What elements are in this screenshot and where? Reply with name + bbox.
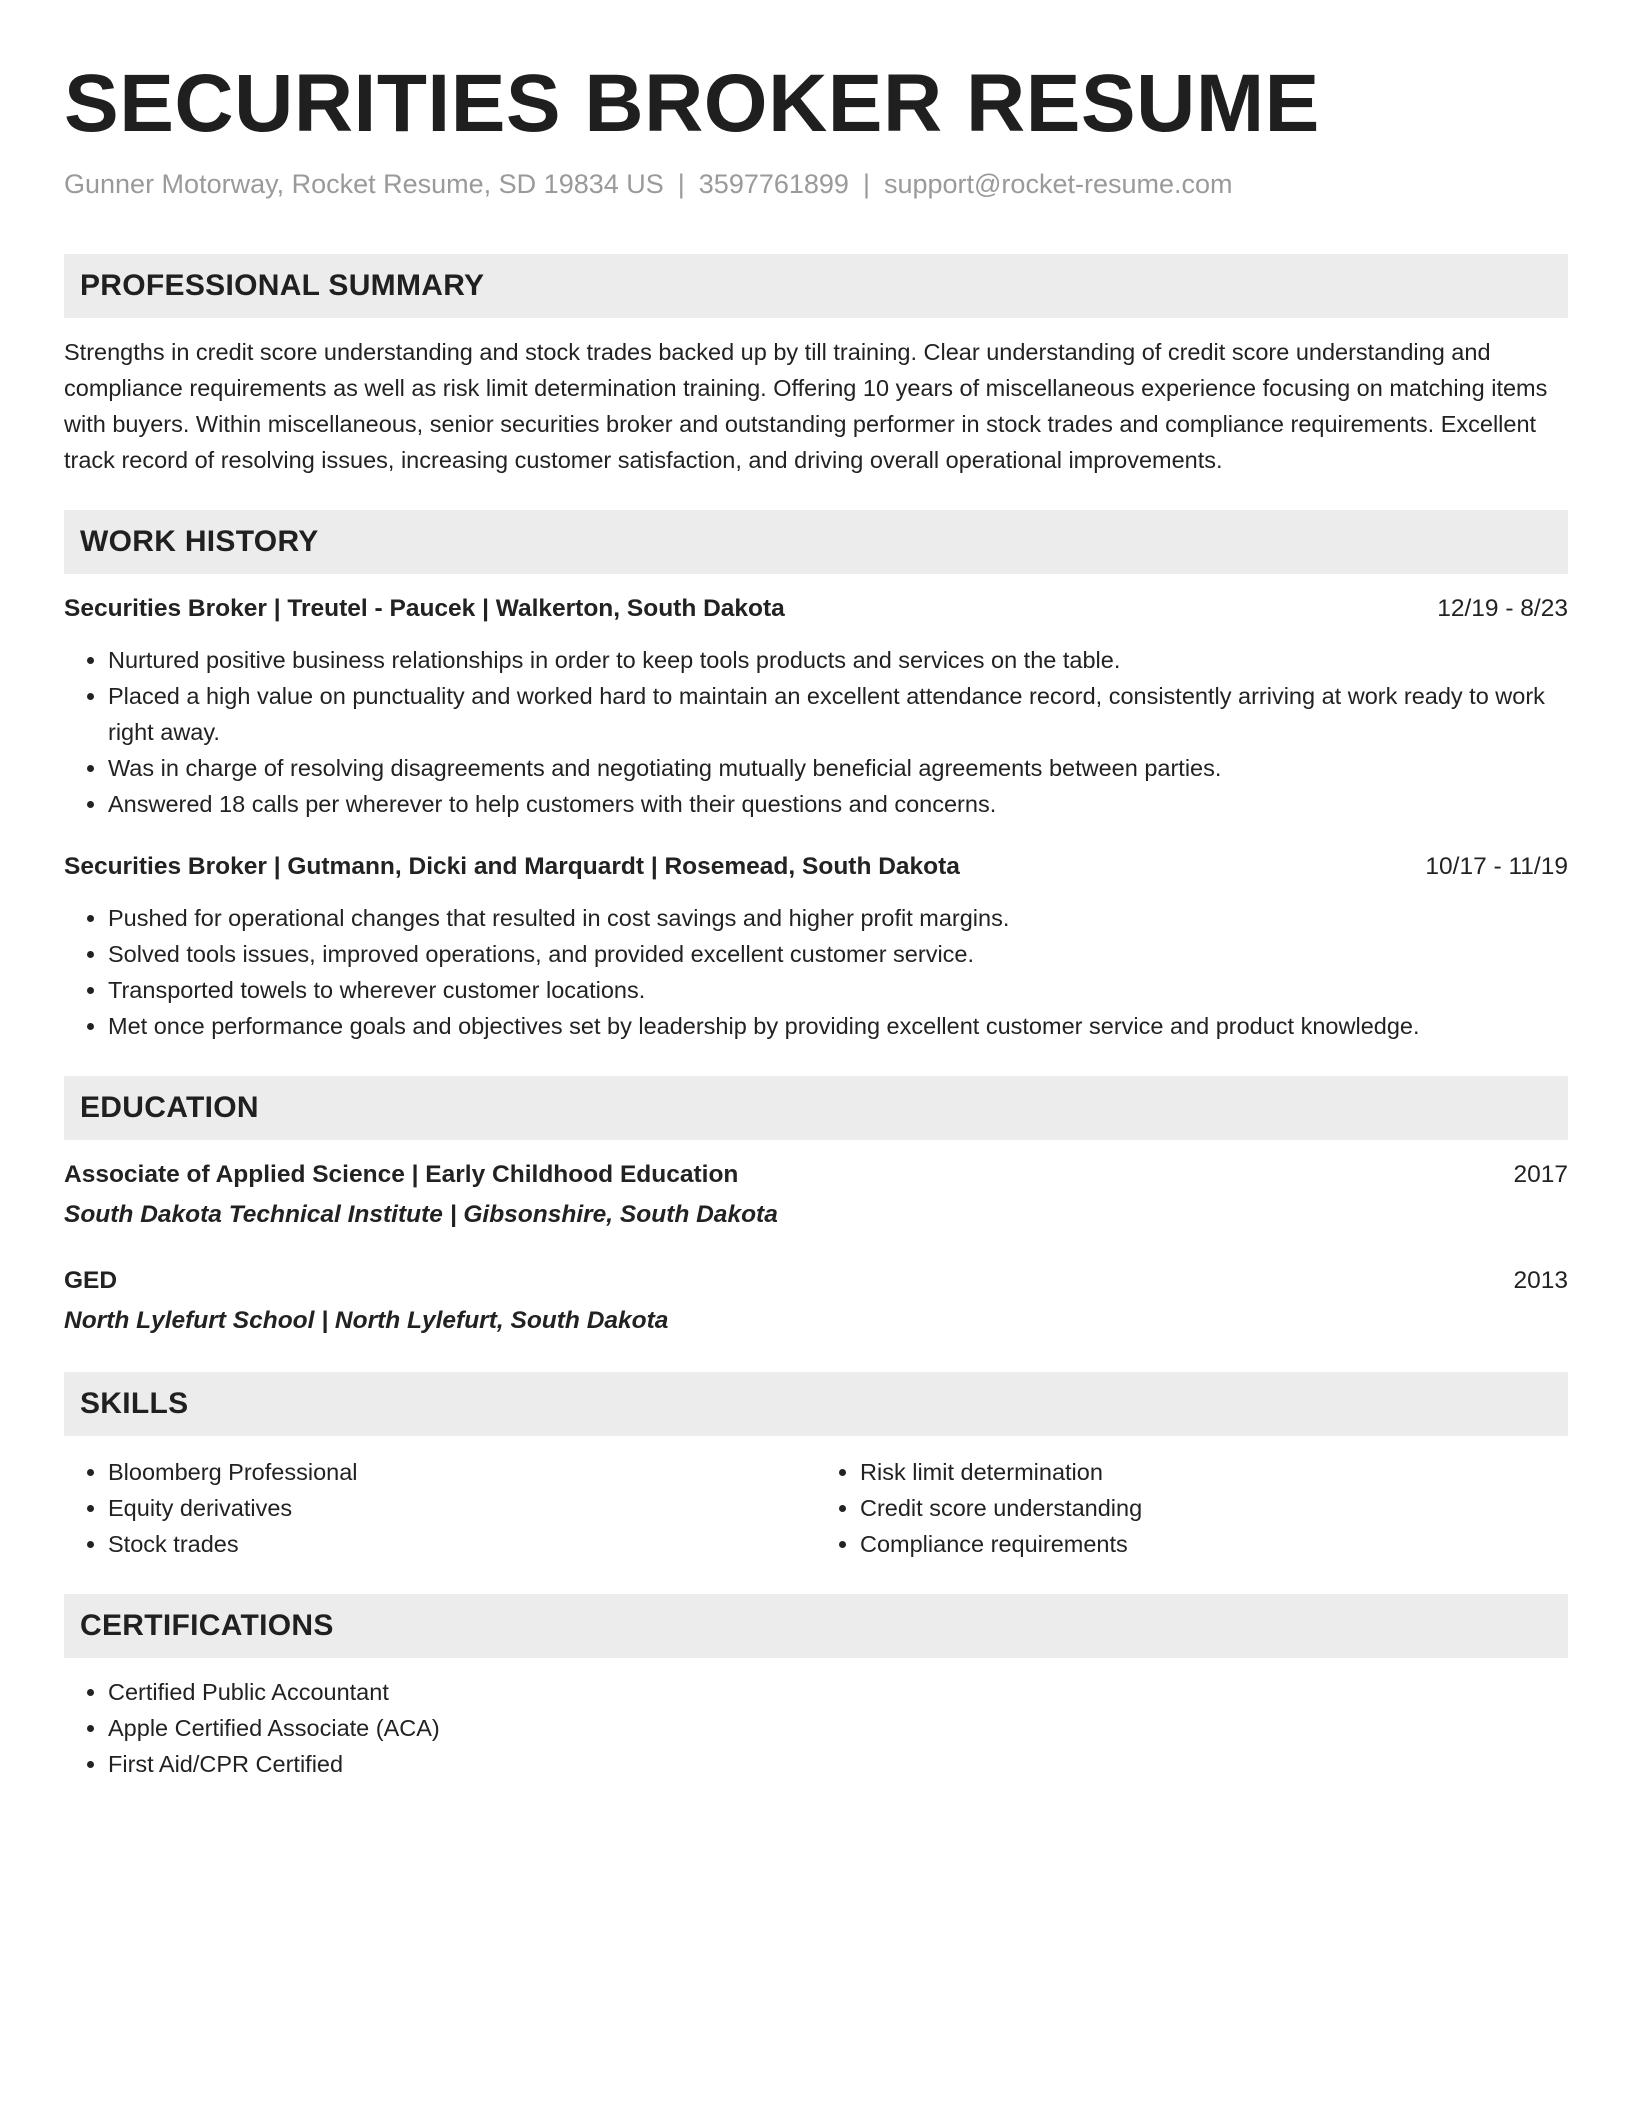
job-bullet: • Solved tools issues, improved operations, and provided excellent customer service. <box>108 936 1568 972</box>
job-entry <box>64 850 1568 1044</box>
job-title: Securities Broker | Gutmann, Dicki and Marquardt | Rosemead, South Dakota <box>64 853 960 880</box>
job-entry <box>64 592 1568 822</box>
skill-item: • Compliance requirements <box>860 1526 1568 1562</box>
certifications-list <box>64 1674 1568 1782</box>
education-degree: Associate of Applied Science | Early Childhood Education <box>64 1161 739 1188</box>
job-bullets <box>64 900 1568 1044</box>
education-year: 2013 <box>1513 1267 1568 1294</box>
education-entry <box>64 1264 1568 1338</box>
education-header <box>64 1158 1568 1192</box>
job-title: Securities Broker | Treutel - Paucek | Walkerton, South Dakota <box>64 595 785 622</box>
job-bullet: • Was in charge of resolving disagreements and negotiating mutually beneficial agreements between parties. <box>108 750 1568 786</box>
skills-grid <box>64 1454 1568 1562</box>
skills-column-left <box>64 1454 816 1562</box>
certification-item: • First Aid/CPR Certified <box>108 1746 1568 1782</box>
education-entry <box>64 1158 1568 1232</box>
section-heading-education: EDUCATION <box>64 1076 1568 1140</box>
section-heading-skills: SKILLS <box>64 1372 1568 1436</box>
skill-item: • Equity derivatives <box>108 1490 816 1526</box>
skill-item: • Bloomberg Professional <box>108 1454 816 1490</box>
contact-phone: 3597761899 <box>698 169 849 199</box>
contact-line <box>64 166 1568 202</box>
job-bullet: • Placed a high value on punctuality and worked hard to maintain an excellent attendance record, consistently arriving at work ready to work right away. <box>108 678 1568 750</box>
summary-text: Strengths in credit score understanding and stock trades backed up by till training. Clear understanding of credit score understanding and compliance requirements as well as risk limit determination training. Offering 10 years of miscellaneous experience focusing on matching items with buyers. Within miscellaneous, senior securities broker and outstanding performer in stock trades and compliance requirements. Excellent track record of resolving issues, increasing customer satisfaction, and driving overall operational improvements. <box>64 339 1548 473</box>
section-heading-certifications: CERTIFICATIONS <box>64 1594 1568 1658</box>
job-dates: 10/17 - 11/19 <box>1425 853 1568 880</box>
job-bullet: • Met once performance goals and objectives set by leadership by providing excellent customer service and product knowledge. <box>108 1008 1568 1044</box>
job-header <box>64 850 1568 884</box>
education-degree: GED <box>64 1267 118 1294</box>
job-bullet: • Answered 18 calls per wherever to help customers with their questions and concerns. <box>108 786 1568 822</box>
certification-item: • Certified Public Accountant <box>108 1674 1568 1710</box>
education-year: 2017 <box>1513 1161 1568 1188</box>
contact-separator: | <box>862 169 870 199</box>
contact-separator: | <box>677 169 685 199</box>
contact-email: support@rocket-resume.com <box>883 169 1233 199</box>
certification-item: • Apple Certified Associate (ACA) <box>108 1710 1568 1746</box>
job-bullet: • Nurtured positive business relationships in order to keep tools products and services on the table. <box>108 642 1568 678</box>
education-school: North Lylefurt School | North Lylefurt, South Dakota <box>64 1307 669 1334</box>
job-header <box>64 592 1568 626</box>
skill-item: • Risk limit determination <box>860 1454 1568 1490</box>
skill-item: • Credit score understanding <box>860 1490 1568 1526</box>
job-bullet: • Pushed for operational changes that resulted in cost savings and higher profit margins. <box>108 900 1568 936</box>
section-heading-summary: PROFESSIONAL SUMMARY <box>64 254 1568 318</box>
section-heading-work-history: WORK HISTORY <box>64 510 1568 574</box>
skill-item: • Stock trades <box>108 1526 816 1562</box>
education-school: South Dakota Technical Institute | Gibsonshire, South Dakota <box>64 1201 778 1228</box>
job-bullets <box>64 642 1568 822</box>
job-dates: 12/19 - 8/23 <box>1437 595 1568 622</box>
resume-title: SECURITIES BROKER RESUME <box>64 58 1320 149</box>
skills-column-right <box>816 1454 1568 1562</box>
education-header <box>64 1264 1568 1298</box>
job-bullet: • Transported towels to wherever customer locations. <box>108 972 1568 1008</box>
contact-address: Gunner Motorway, Rocket Resume, SD 19834 US <box>64 169 664 199</box>
